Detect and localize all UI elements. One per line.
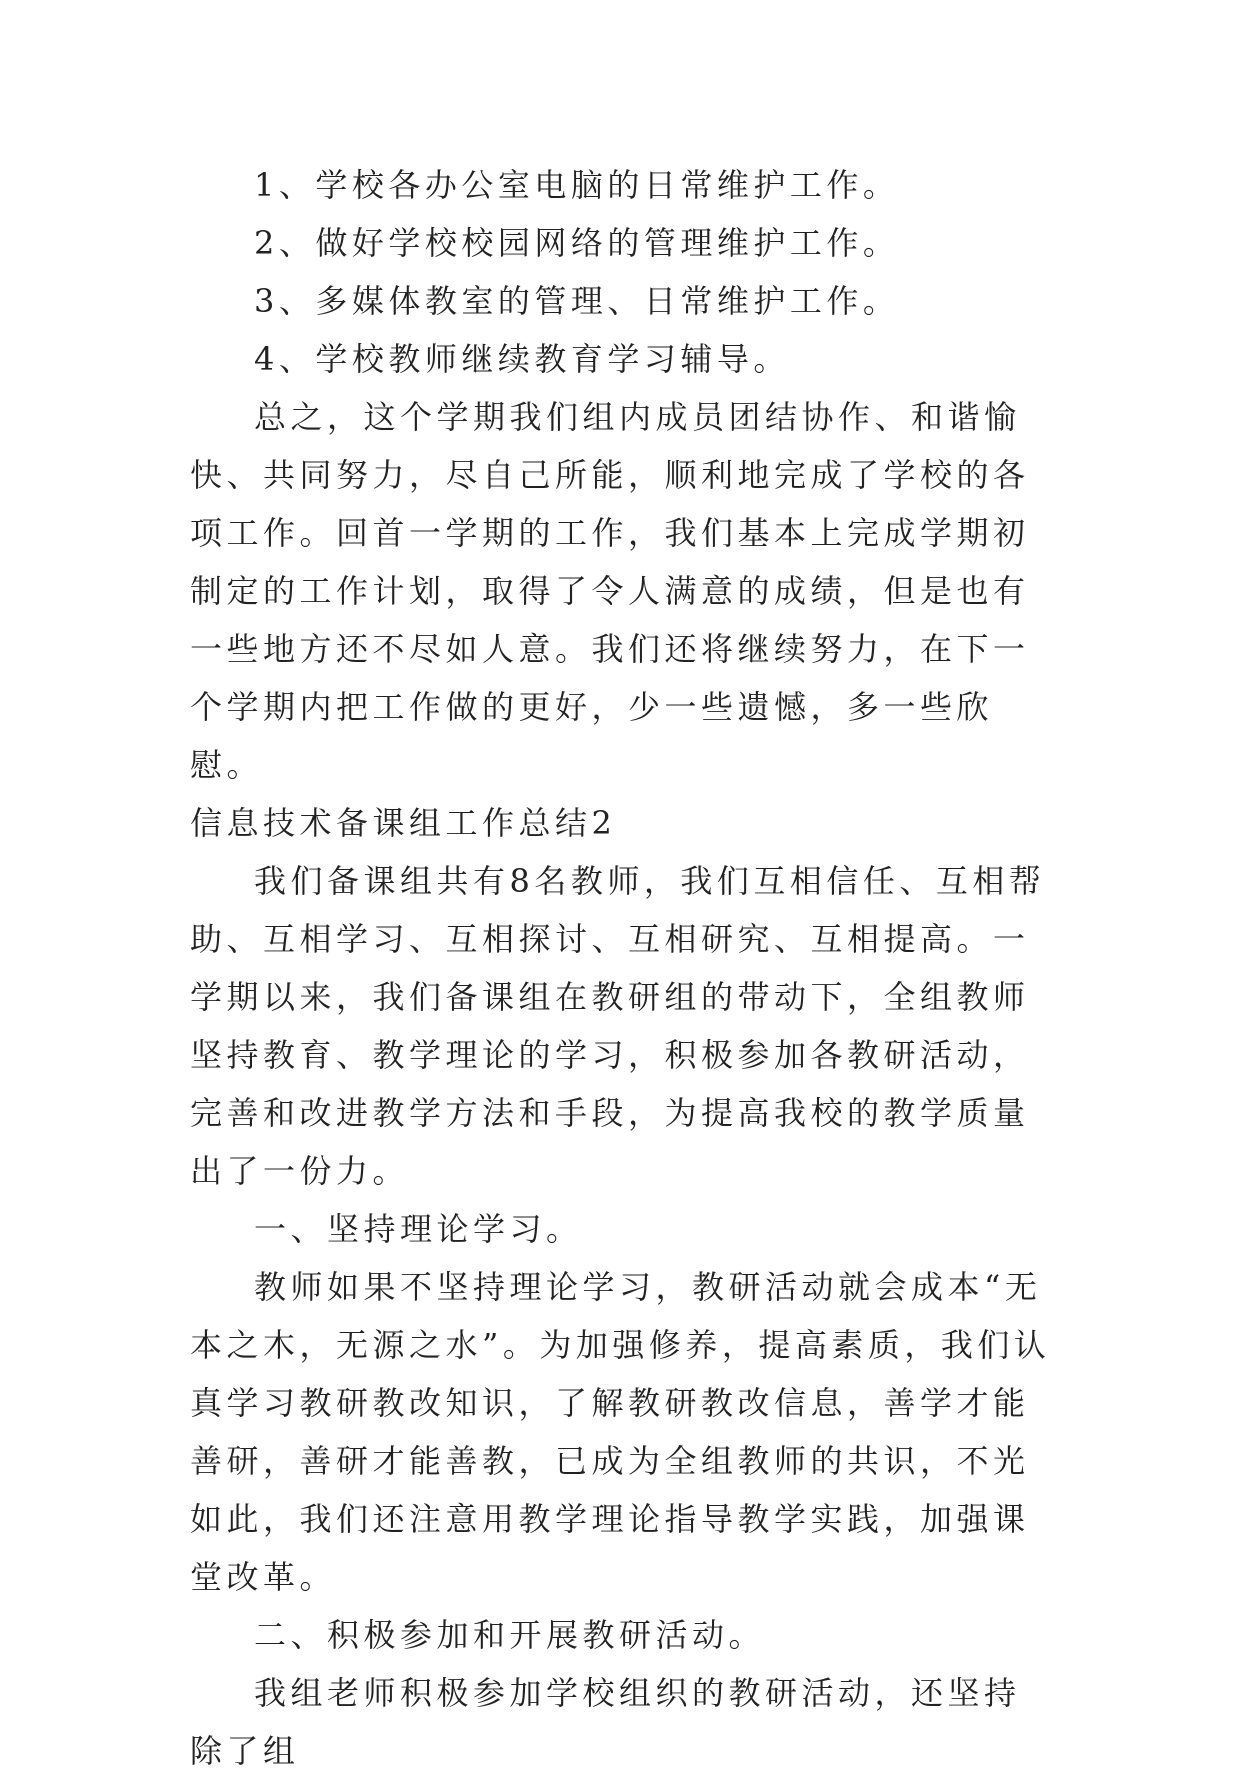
document-body [190, 156, 1052, 1780]
activity-paragraph: 我组老师积极参加学校组织的教研活动，还坚持除了组 [190, 1674, 1021, 1770]
theory-paragraph: 教师如果不坚持理论学习，教研活动就会成本“无本之木，无源之水”。为加强修养，提高素质，我们认真学习教研教改知识，了解教研教改信息，善学才能善研，善研才能善教，已成为全组教师的共识，不光如此，我们还注意用教学理论指导教学实践，加强课堂改革。 [190, 1268, 1051, 1596]
list-item-3: 3、多媒体教室的管理、日常维护工作。 [254, 282, 900, 320]
list-item-4: 4、学校教师继续教育学习辅导。 [254, 340, 790, 378]
heading-two: 二、积极参加和开展教研活动。 [254, 1616, 766, 1654]
list-item-1: 1、学校各办公室电脑的日常维护工作。 [254, 166, 900, 204]
section-title: 信息技术备课组工作总结2 [190, 804, 617, 842]
summary-paragraph: 总之，这个学期我们组内成员团结协作、和谐愉快、共同努力，尽自己所能，顺利地完成了学校的各项工作。回首一学期的工作，我们基本上完成学期初制定的工作计划，取得了令人满意的成绩，但是也有一些地方还不尽如人意。我们还将继续努力，在下一个学期内把工作做的更好，少一些遗憾，多一些欣慰。 [190, 398, 1030, 784]
intro-paragraph: 我们备课组共有8名教师，我们互相信任、互相帮助、互相学习、互相探讨、互相研究、互相提高。一学期以来，我们备课组在教研组的带动下，全组教师坚持教育、教学理论的学习，积极参加各教研活动，完善和改进教学方法和手段，为提高我校的教学质量出了一份力。 [190, 862, 1046, 1190]
heading-one: 一、坚持理论学习。 [254, 1210, 583, 1248]
list-item-2: 2、做好学校校园网络的管理维护工作。 [254, 224, 900, 262]
